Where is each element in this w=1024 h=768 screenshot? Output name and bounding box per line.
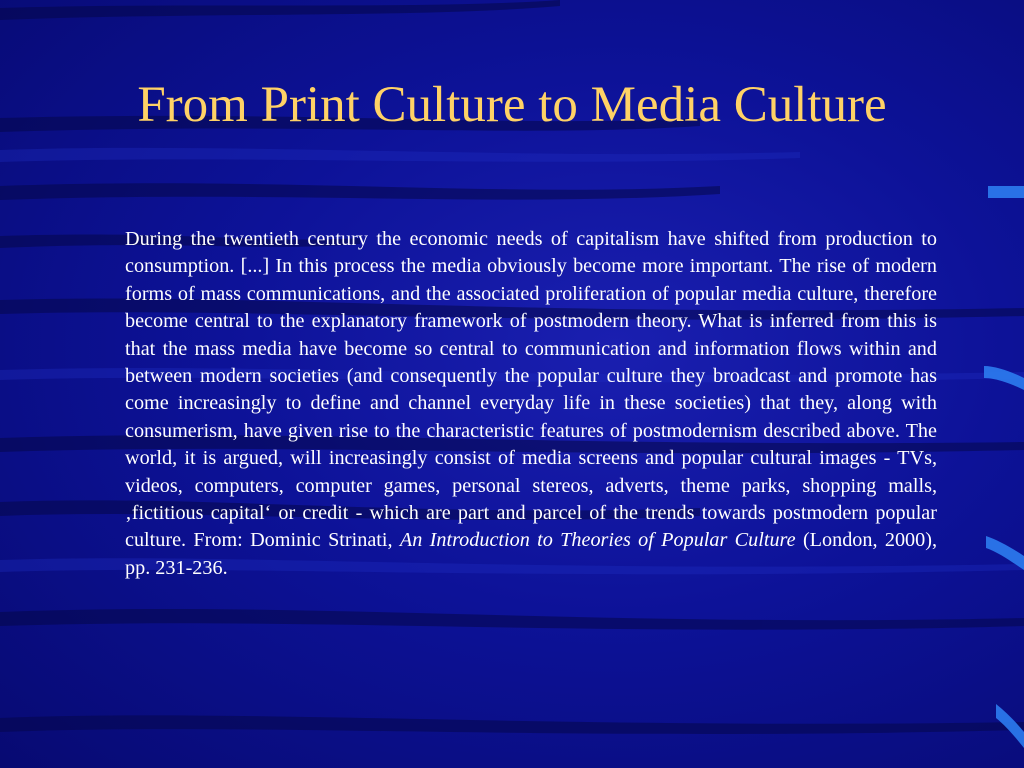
book-title: An Introduction to Theories of Popular Culture [399,529,796,552]
slide-title: From Print Culture to Media Culture [137,77,887,133]
paragraph-text: During the twentieth century the economic needs of capitalism have shifted from production to consumption. [...] In this process the media obviously become more important. The rise of modern forms of mass communications, and the associated proliferation of popular media culture, therefore become central to the explanatory framework of postmodern theory. What is inferred from this is that the mass media have become so central to communication and information flows within and between modern societies (and consequently the popular culture they broadcast and promote has come increasingly to define and channel everyday life in these societies) that they, along with consumerism, have given rise to the characteristic features of postmodernism described above. The world, it is argued, will increasingly consist of media screens and popular cultural images - TVs, videos, computers, computer games, personal stereos, adverts, theme parks, shopping malls, ‚fictitious capital‘ or credit - which are part and parcel of the trends towards postmodern popular culture. From: Dominic Strinati, [125,228,937,552]
body-paragraph [125,226,937,582]
citation-tail: (London, 2000), pp. 231-236. [125,529,937,579]
